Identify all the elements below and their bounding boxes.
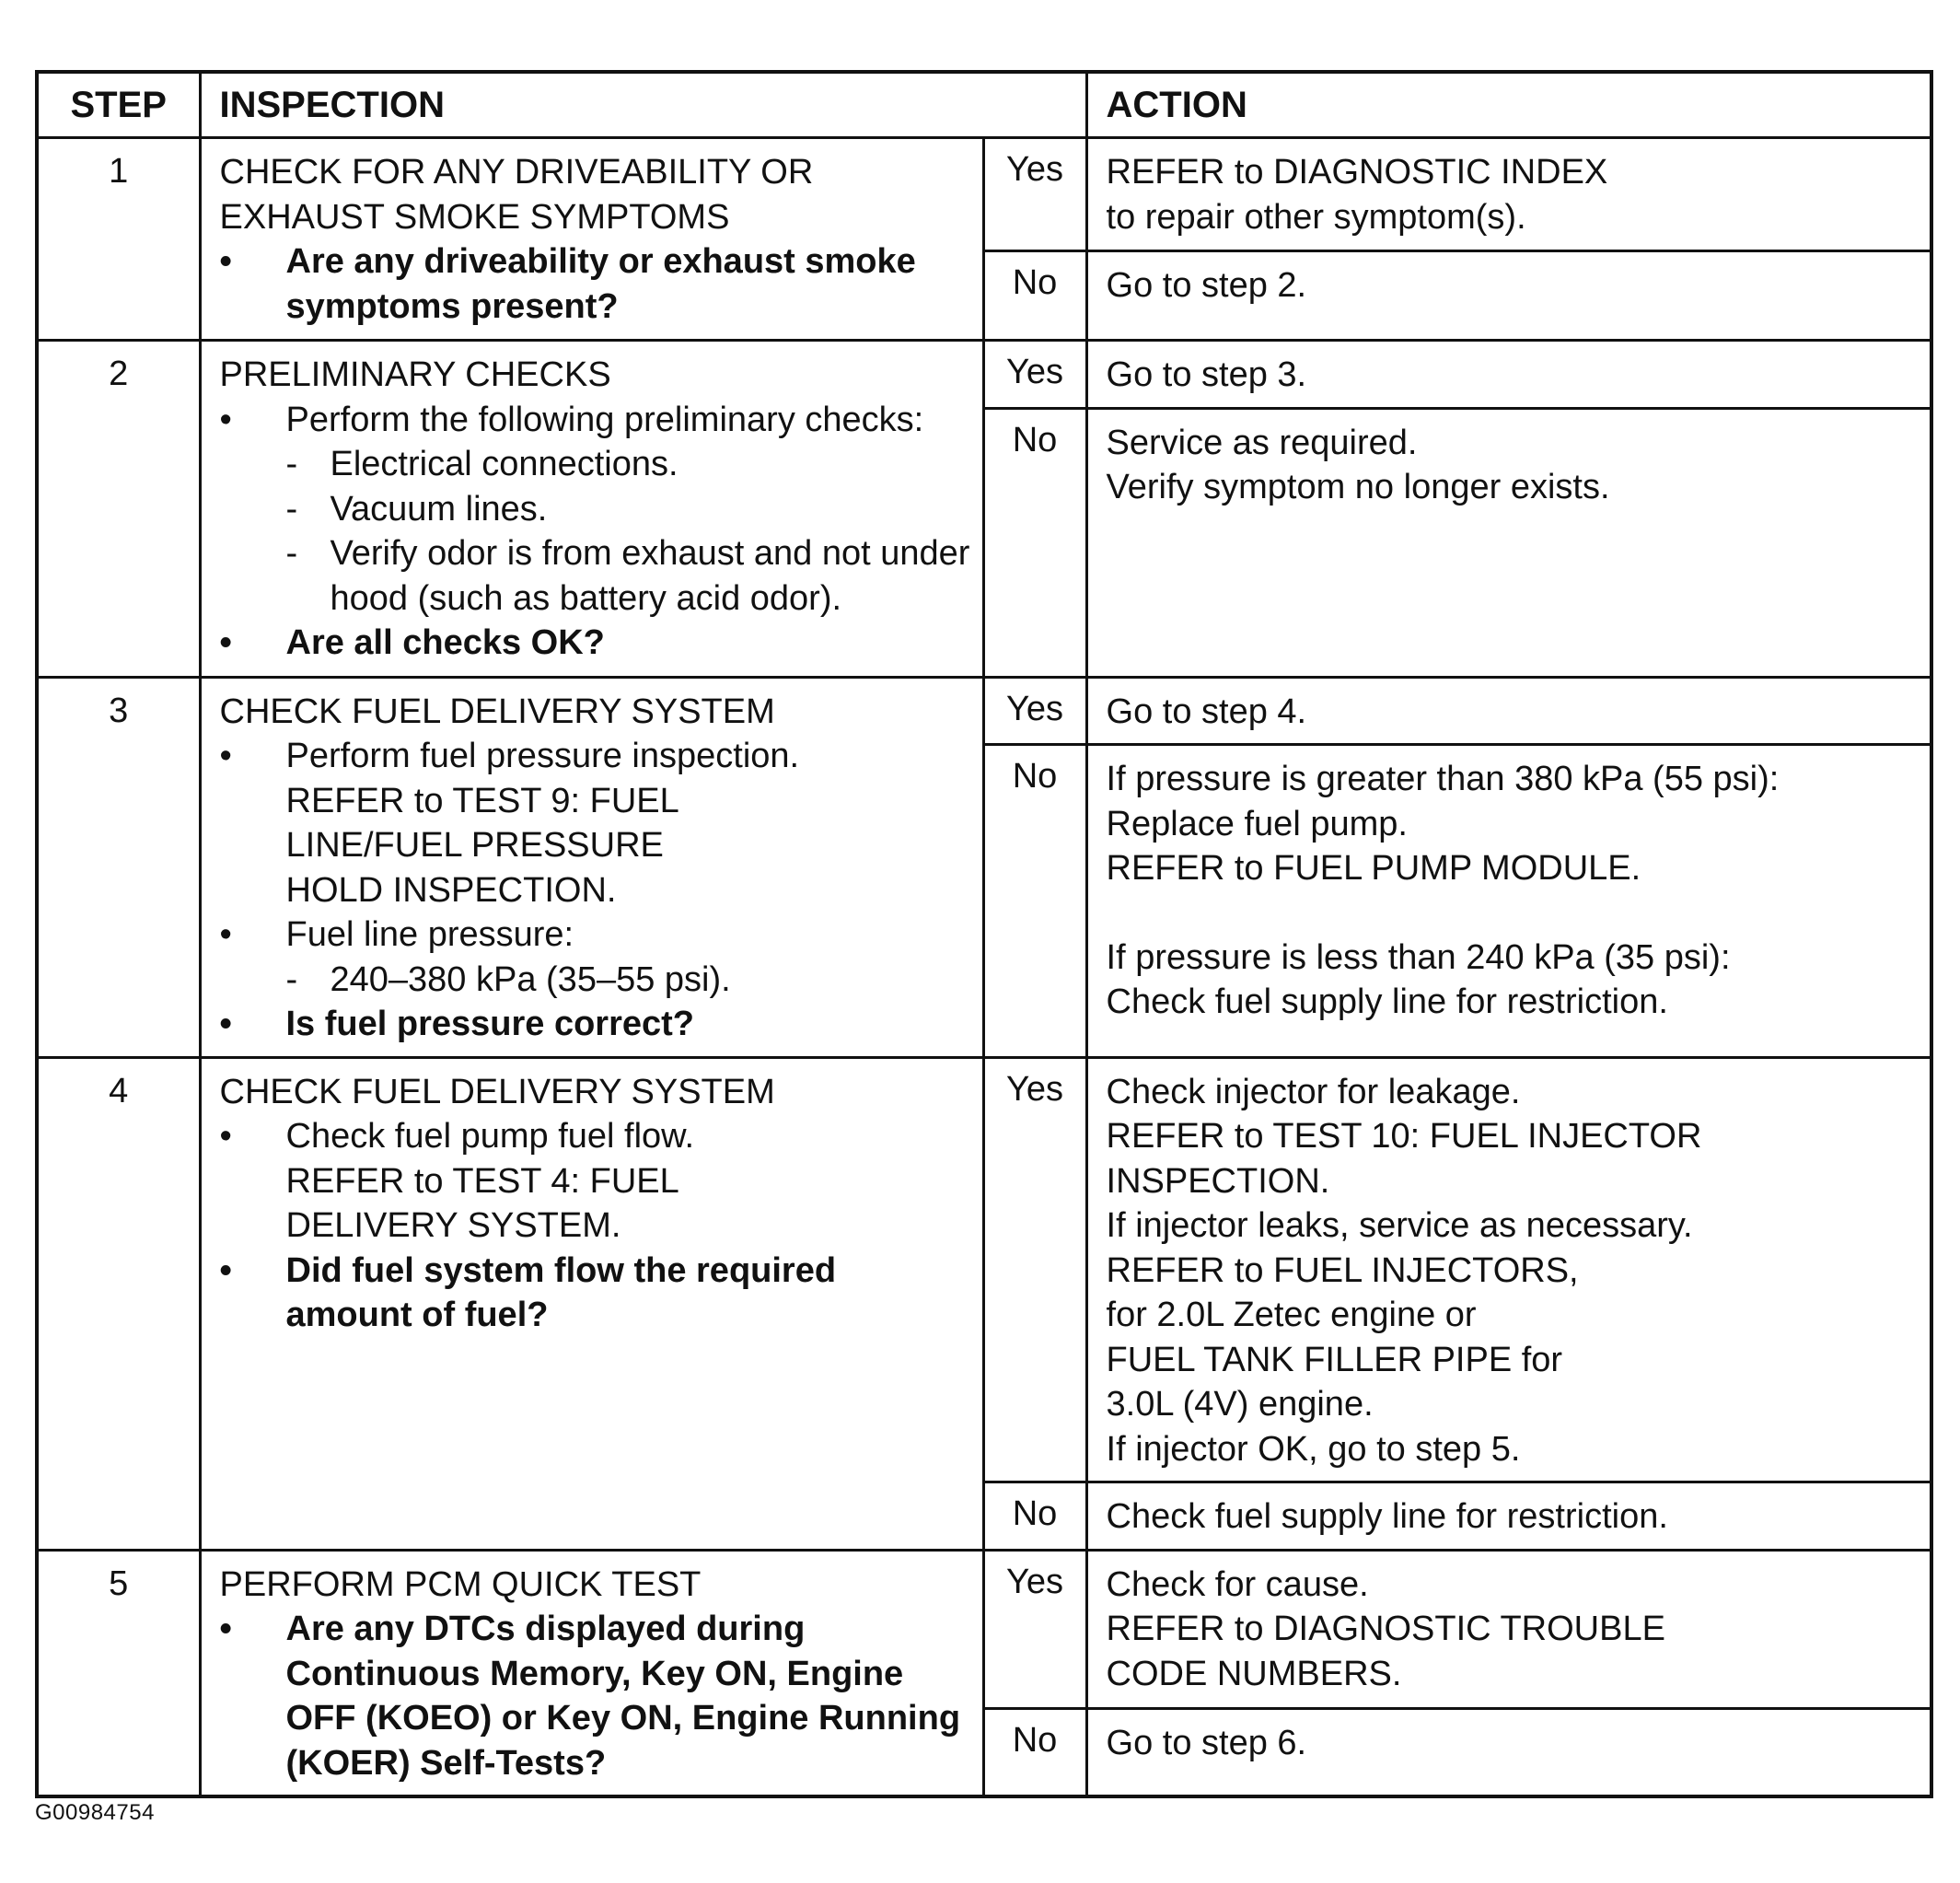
step-4-bullet-1-ref: REFER to TEST 4: FUEL	[285, 1161, 679, 1201]
step-5-no-label: No	[983, 1708, 1086, 1796]
step-1-title-line2: EXHAUST SMOKE SYMPTOMS	[219, 197, 730, 237]
step-2-bullet: • Perform the following preliminary checks:	[220, 398, 973, 443]
step-3-title: CHECK FUEL DELIVERY SYSTEM	[219, 692, 775, 731]
action-line: REFER to FUEL PUMP MODULE.	[1106, 849, 1641, 889]
step-3-number: 3	[37, 677, 200, 1057]
step-5-inspection	[200, 1550, 983, 1796]
step-5-number: 5	[37, 1550, 200, 1796]
step-4-yes-action	[1086, 1057, 1931, 1482]
action-line: If injector leaks, service as necessary.	[1106, 1206, 1693, 1245]
diagnostic-table	[35, 70, 1933, 1798]
step-2-inspection	[200, 341, 983, 678]
step-5-yes-row	[37, 1550, 1931, 1708]
action-line: Go to step 4.	[1106, 692, 1307, 731]
action-spacer	[1107, 891, 1921, 936]
step-4-no-action	[1086, 1482, 1931, 1551]
header-inspection: INSPECTION	[200, 72, 1086, 138]
action-line: to repair other symptom(s).	[1106, 197, 1526, 237]
step-5-yes-label: Yes	[983, 1550, 1086, 1708]
step-2-question: • Are all checks OK?	[220, 621, 973, 666]
action-line: REFER to TEST 10: FUEL INJECTOR	[1106, 1117, 1702, 1156]
step-4-yes-row	[37, 1057, 1931, 1482]
step-4-title: CHECK FUEL DELIVERY SYSTEM	[219, 1072, 775, 1111]
step-1-yes-action	[1086, 138, 1931, 251]
action-line: for 2.0L Zetec engine or	[1106, 1296, 1477, 1334]
step-3-no-label: No	[983, 745, 1086, 1057]
step-2-no-action	[1086, 408, 1931, 677]
action-line: Go to step 2.	[1106, 266, 1307, 305]
action-line: REFER to DIAGNOSTIC TROUBLE	[1106, 1610, 1665, 1648]
step-1-number: 1	[37, 138, 200, 341]
action-line: Go to step 3.	[1106, 355, 1307, 394]
step-5-question: • Are any DTCs displayed during Continuous Memory, Key ON, Engine OFF (KOEO) or Key ON, Engine Running (KOER) Self-Tests?	[220, 1607, 973, 1785]
step-2-yes-label: Yes	[983, 341, 1086, 409]
step-1-inspection	[200, 138, 983, 341]
step-3-yes-label: Yes	[983, 677, 1086, 745]
step-4-number: 4	[37, 1057, 200, 1550]
step-2-subitem: - Vacuum lines.	[220, 487, 973, 532]
step-3-subitem: - 240–380 kPa (35–55 psi).	[220, 958, 973, 1003]
step-3-bullet-2: • Fuel line pressure:	[220, 912, 973, 958]
step-3-no-action	[1086, 745, 1931, 1057]
step-3-inspection	[200, 677, 983, 1057]
step-2-number: 2	[37, 341, 200, 678]
step-1-yes-label: Yes	[983, 138, 1086, 251]
action-line: CODE NUMBERS.	[1106, 1654, 1402, 1693]
action-line: Go to step 6.	[1106, 1723, 1307, 1762]
step-4-no-label: No	[983, 1482, 1086, 1551]
step-1-no-label: No	[983, 251, 1086, 341]
step-1-question: • Are any driveability or exhaust smoke symptoms present?	[220, 239, 973, 329]
step-2-yes-row	[37, 341, 1931, 409]
step-1-title-line1: CHECK FOR ANY DRIVEABILITY OR	[219, 153, 814, 192]
action-line: FUEL TANK FILLER PIPE for	[1106, 1340, 1563, 1379]
step-4-bullet-1: • Check fuel pump fuel flow.	[220, 1114, 973, 1159]
action-line: Verify symptom no longer exists.	[1106, 468, 1610, 506]
step-2-subitem: - Electrical connections.	[220, 442, 973, 487]
action-line: Check for cause.	[1106, 1564, 1369, 1604]
action-line: Check fuel supply line for restriction.	[1106, 982, 1668, 1022]
step-3-yes-row	[37, 677, 1931, 745]
header-row	[37, 72, 1931, 138]
step-4-question: • Did fuel system flow the required amount of fuel?	[220, 1249, 973, 1338]
header-action: ACTION	[1086, 72, 1931, 138]
action-line: REFER to DIAGNOSTIC INDEX	[1106, 153, 1608, 192]
step-5-no-action	[1086, 1708, 1931, 1796]
step-4-yes-label: Yes	[983, 1057, 1086, 1482]
header-step: STEP	[37, 72, 200, 138]
action-line: Replace fuel pump.	[1106, 804, 1408, 843]
step-4-bullet-1-ref: DELIVERY SYSTEM.	[285, 1206, 621, 1245]
step-5-yes-action	[1086, 1550, 1931, 1708]
step-3-question: • Is fuel pressure correct?	[220, 1002, 973, 1047]
action-line: If injector OK, go to step 5.	[1106, 1429, 1521, 1469]
action-line: Check injector for leakage.	[1106, 1072, 1521, 1111]
action-line: If pressure is less than 240 kPa (35 psi):	[1106, 937, 1731, 977]
action-line: INSPECTION.	[1106, 1161, 1330, 1201]
step-2-yes-action	[1086, 341, 1931, 409]
step-4-inspection	[200, 1057, 983, 1550]
step-2-no-label: No	[983, 408, 1086, 677]
step-1-no-action	[1086, 251, 1931, 341]
step-2-title: PRELIMINARY CHECKS	[219, 355, 611, 394]
step-5-title: PERFORM PCM QUICK TEST	[219, 1564, 702, 1604]
step-3-bullet-1-ref: REFER to TEST 9: FUEL LINE/FUEL PRESSURE HOLD INSPECTION.	[285, 781, 678, 910]
action-line: 3.0L (4V) engine.	[1106, 1385, 1374, 1424]
step-1-yes-row	[37, 138, 1931, 251]
figure-id: G00984754	[35, 1800, 155, 1825]
action-line: Check fuel supply line for restriction.	[1106, 1497, 1668, 1536]
step-3-yes-action	[1086, 677, 1931, 745]
step-3-bullet-1: • Perform fuel pressure inspection.	[220, 734, 973, 779]
action-line: If pressure is greater than 380 kPa (55 psi):	[1106, 760, 1780, 799]
step-2-subitem: - Verify odor is from exhaust and not under hood (such as battery acid odor).	[220, 531, 973, 621]
action-line: Service as required.	[1106, 423, 1418, 462]
action-line: REFER to FUEL INJECTORS,	[1106, 1250, 1579, 1290]
